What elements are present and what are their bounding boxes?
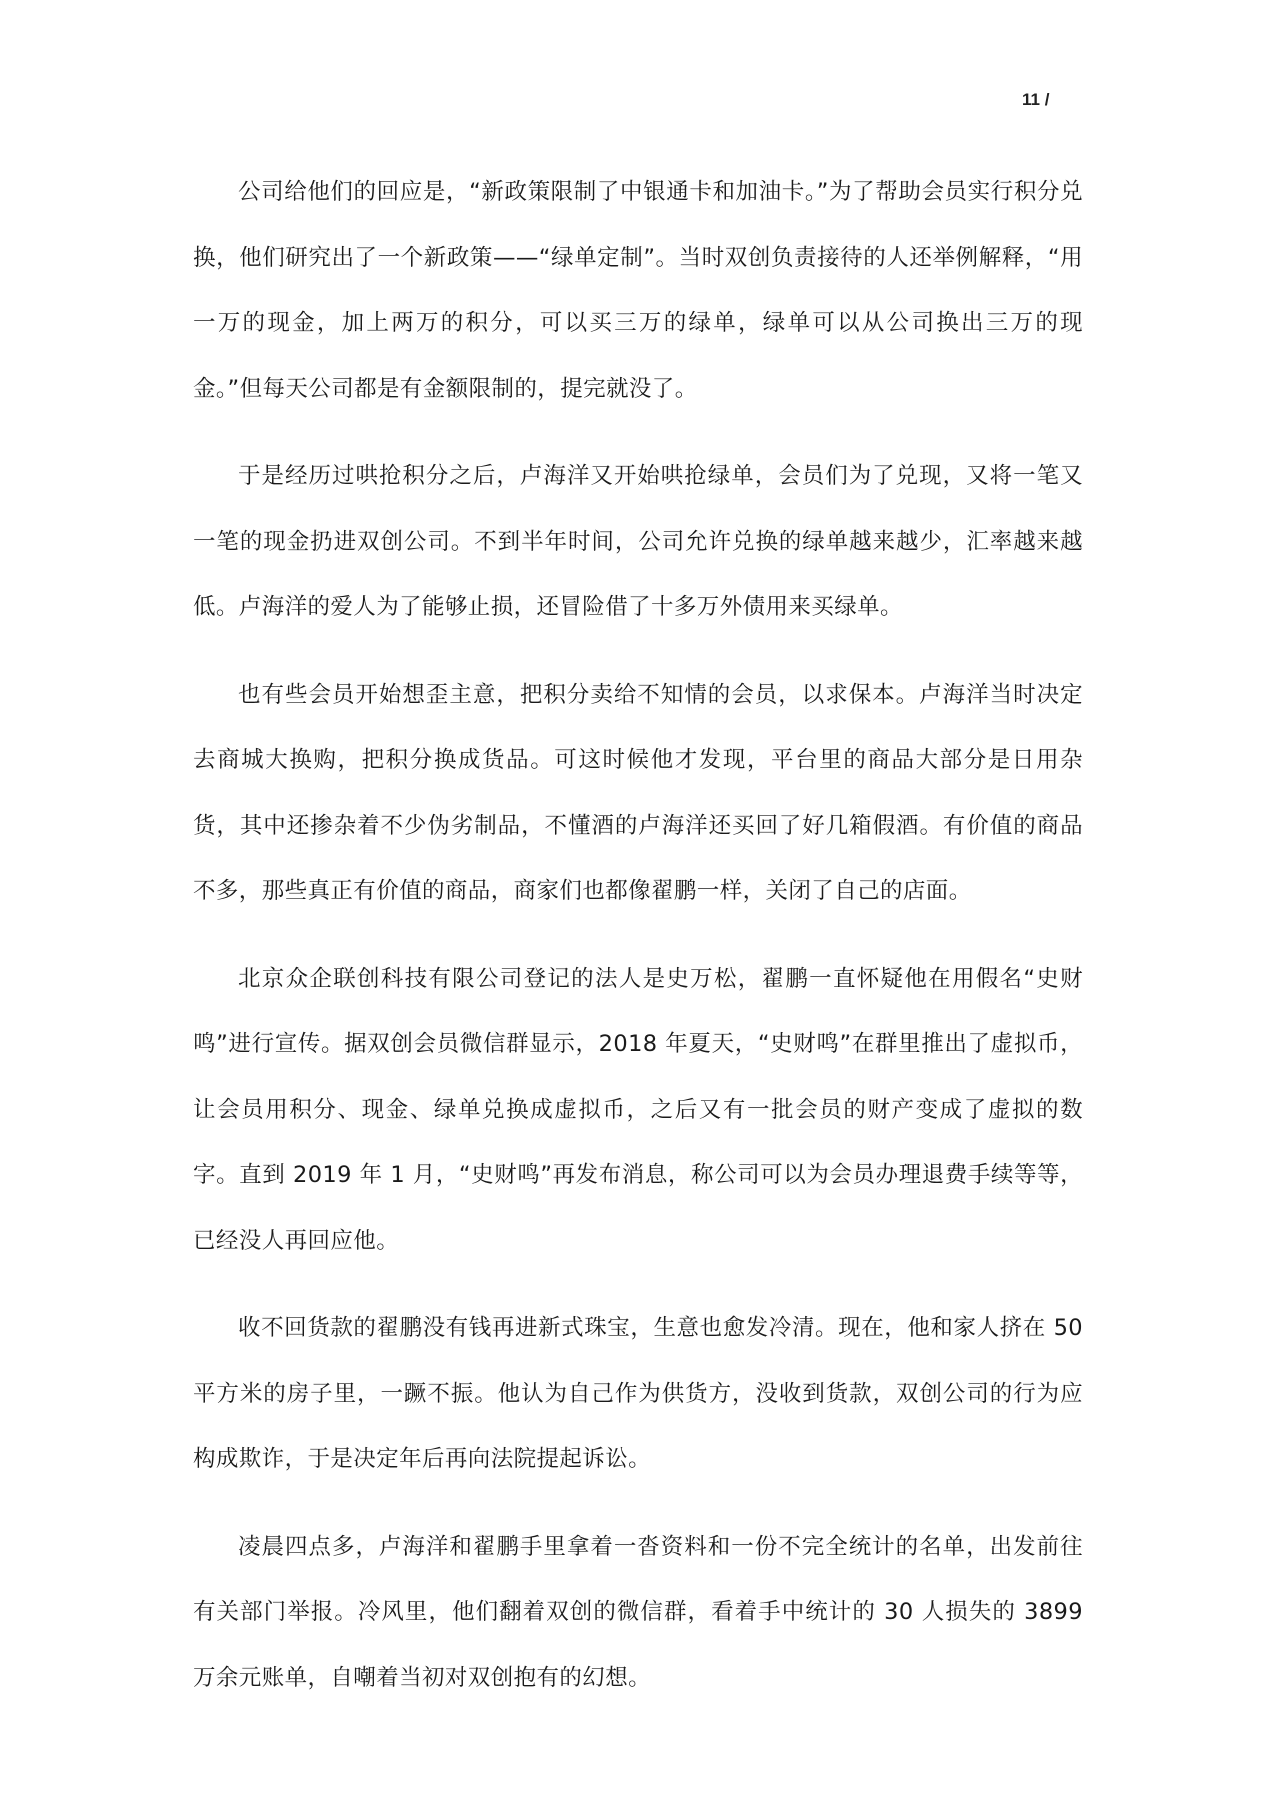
paragraph-5: 收不回货款的翟鹏没有钱再进新式珠宝，生意也愈发冷清。现在，他和家人挤在 50 平方米的房子里，一蹶不振。他认为自己作为供货方，没收到货款，双创公司的行为应构成欺诈，于是决定年后再向法院提起诉讼。 <box>193 1315 1083 1472</box>
paragraph-4: 北京众企联创科技有限公司登记的法人是史万松，翟鹏一直怀疑他在用假名“史财鸣”进行宣传。据双创会员微信群显示，2018 年夏天，“史财鸣”在群里推出了虚拟币，让会员用积分、现金、绿单兑换成虚拟币，之后又有一批会员的财产变成了虚拟的数字。直到 2019 年 1 月，“史财鸣”再发布消息，称公司可以为会员办理退费手续等等，已经没人再回应他。 <box>193 965 1083 1254</box>
page-number: 11 / <box>1022 90 1050 109</box>
paragraph-2: 于是经历过哄抢积分之后，卢海洋又开始哄抢绿单，会员们为了兑现，又将一笔又一笔的现金扔进双创公司。不到半年时间，公司允许兑换的绿单越来越少，汇率越来越低。卢海洋的爱人为了能够止损，还冒险借了十多万外债用来买绿单。 <box>193 463 1083 620</box>
article-body <box>193 160 1083 1733</box>
paragraph-3: 也有些会员开始想歪主意，把积分卖给不知情的会员，以求保本。卢海洋当时决定去商城大换购，把积分换成货品。可这时候他才发现，平台里的商品大部分是日用杂货，其中还掺杂着不少伪劣制品，不懂酒的卢海洋还买回了好几箱假酒。有价值的商品不多，那些真正有价值的商品，商家们也都像翟鹏一样，关闭了自己的店面。 <box>193 681 1083 904</box>
paragraph-1: 公司给他们的回应是，“新政策限制了中银通卡和加油卡。”为了帮助会员实行积分兑换，他们研究出了一个新政策——“绿单定制”。当时双创负责接待的人还举例解释，“用一万的现金，加上两万的积分，可以买三万的绿单，绿单可以从公司换出三万的现金。”但每天公司都是有金额限制的，提完就没了。 <box>193 179 1083 402</box>
paragraph-6: 凌晨四点多，卢海洋和翟鹏手里拿着一沓资料和一份不完全统计的名单，出发前往有关部门举报。冷风里，他们翻着双创的微信群，看着手中统计的 30 人损失的 3899 万余元账单，自嘲着当初对双创抱有的幻想。 <box>193 1533 1083 1691</box>
